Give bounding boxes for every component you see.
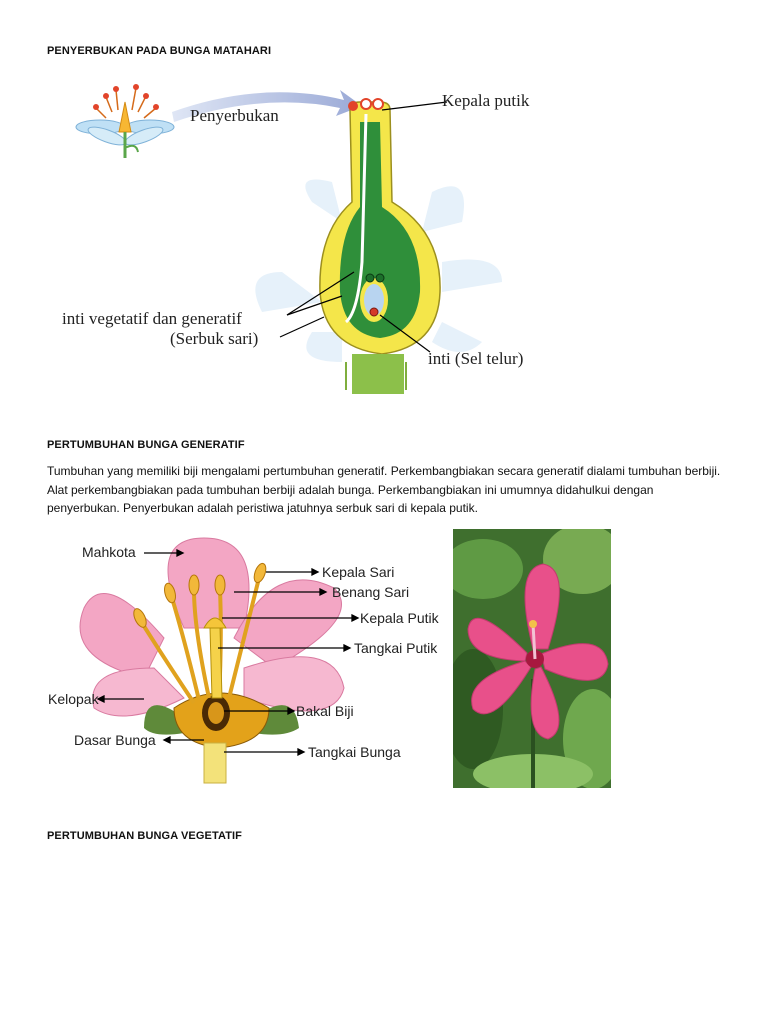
label-stalk: Tangkai Bunga bbox=[308, 744, 401, 760]
label-anther: Kepala Sari bbox=[322, 564, 395, 580]
label-corolla: Mahkota bbox=[82, 544, 136, 560]
label-stigma: Kepala putik bbox=[442, 91, 530, 110]
heading-pollination: PENYERBUKAN PADA BUNGA MATAHARI bbox=[47, 45, 272, 57]
small-flower-icon bbox=[76, 84, 174, 158]
heading-vegetative: PERTUMBUHAN BUNGA VEGETATIF bbox=[47, 830, 242, 842]
hibiscus-photo bbox=[453, 529, 611, 788]
label-sepal: Kelopak bbox=[48, 691, 99, 707]
label-egg: inti (Sel telur) bbox=[428, 349, 524, 368]
label-pollination: Penyerbukan bbox=[190, 106, 279, 125]
label-style: Tangkai Putik bbox=[354, 640, 438, 656]
label-pollen: (Serbuk sari) bbox=[170, 329, 259, 348]
pollination-diagram bbox=[62, 72, 562, 402]
label-filament: Benang Sari bbox=[332, 584, 410, 600]
label-stigma: Kepala Putik bbox=[360, 610, 439, 626]
paragraph-generative: Tumbuhan yang memiliki biji mengalami pertumbuhan generatif. Perkembangbiakan secara generatif dialami tumbuhan berbiji. Alat perkembangbiakan pada tumbuhan berbiji adalah bunga. Perkembangbiakan ini umumnya didahulkui dengan penyerbukan. Penyerbukan adalah peristiwa jatuhnya serbuk sari di kepala putik. bbox=[47, 464, 721, 516]
heading-generative: PERTUMBUHAN BUNGA GENERATIF bbox=[47, 439, 245, 451]
label-nuclei: inti vegetatif dan generatif bbox=[62, 309, 242, 328]
label-ovule: Bakal Biji bbox=[296, 703, 354, 719]
label-receptacle: Dasar Bunga bbox=[74, 732, 156, 748]
flower-parts-diagram bbox=[44, 528, 454, 790]
